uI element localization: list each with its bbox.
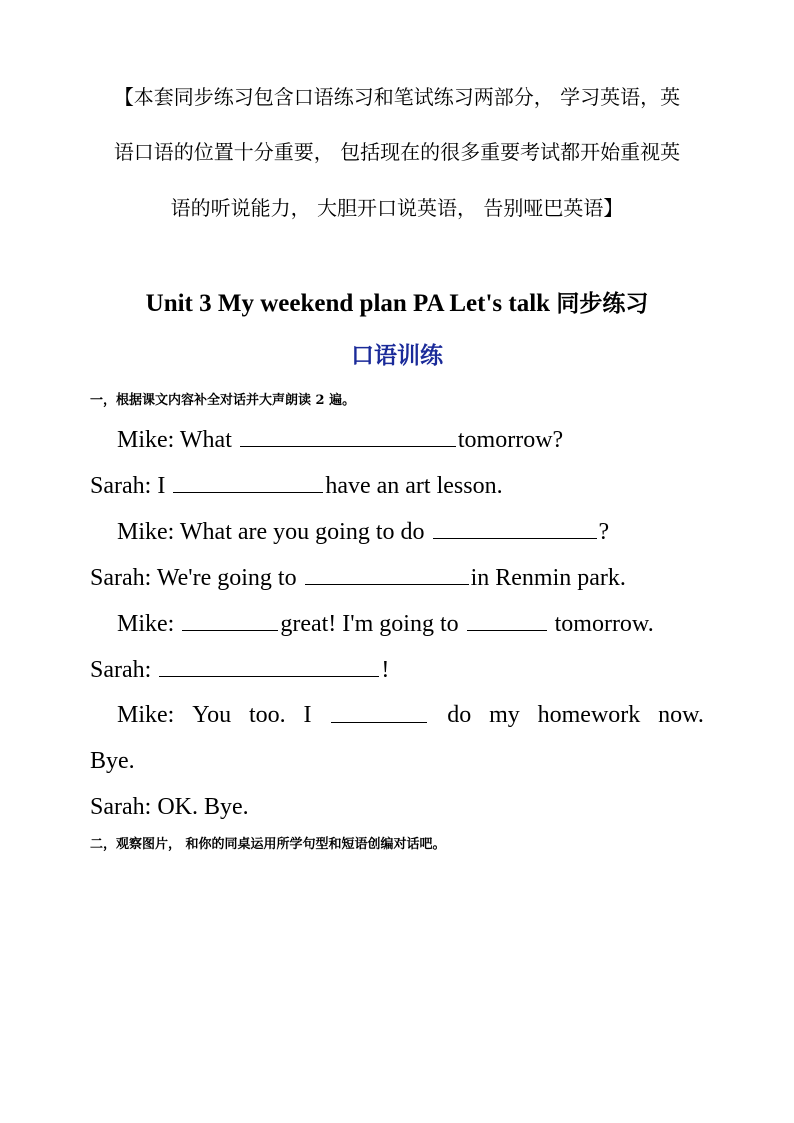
answer-blank[interactable]	[159, 654, 379, 677]
dialogue-text: !	[381, 657, 390, 683]
speaker: Sarah:	[90, 794, 152, 820]
answer-blank[interactable]	[240, 424, 456, 447]
dialogue-word: now.	[658, 702, 704, 728]
speaker: Mike:	[117, 519, 175, 545]
dialogue-text: ?	[598, 519, 610, 545]
dialogue-line-7	[90, 700, 704, 730]
dialogue-text: What are you going to do	[179, 519, 425, 545]
dialogue-text: tomorrow.	[554, 611, 654, 637]
dialogue-line-4	[90, 562, 704, 593]
dialogue-text: have an art lesson.	[325, 473, 503, 499]
dialogue-word: too.	[248, 702, 286, 728]
title-english: Unit 3 My weekend plan PA Let's talk	[145, 290, 551, 317]
speaker: Sarah:	[90, 565, 152, 591]
section1-instruction: 一，根据课文内容补全对话并大声朗读 2 遍。	[90, 393, 356, 408]
answer-blank[interactable]	[433, 516, 597, 539]
speaker: Mike:	[117, 702, 175, 728]
dialogue-line-9	[90, 792, 704, 822]
dialogue-text: I	[157, 473, 166, 499]
title-chinese: 同步练习	[556, 291, 649, 317]
dialogue-text: in Renmin park.	[470, 565, 626, 591]
dialogue-line-5	[90, 608, 704, 639]
dialogue-line-2	[90, 470, 704, 501]
dialogue-line-6	[90, 654, 704, 685]
dialogue-word: my	[489, 702, 520, 728]
dialogue-word: You	[192, 702, 232, 728]
intro-line-3: 语的听说能力， 大胆开口说英语， 告别哑巴英语】	[170, 196, 624, 220]
dialogue-word: do	[447, 702, 472, 728]
speaker: Mike:	[117, 427, 175, 453]
page-title	[0, 288, 794, 320]
answer-blank[interactable]	[467, 608, 547, 631]
dialogue-text: What	[179, 427, 232, 453]
dialogue-text: great! I'm going to	[280, 611, 459, 637]
dialogue-text: tomorrow?	[457, 427, 564, 453]
answer-blank[interactable]	[182, 608, 278, 631]
speaker: Sarah:	[90, 657, 152, 683]
dialogue-text: Bye.	[90, 748, 135, 774]
dialogue-line-1	[90, 424, 704, 455]
speaker: Mike:	[117, 611, 175, 637]
section-subtitle: 口语训练	[351, 343, 443, 369]
intro-line-1: 【本套同步练习包含口语练习和笔试练习两部分， 学习英语，英	[113, 85, 681, 109]
dialogue-word: homework	[537, 702, 641, 728]
intro-line-2: 语口语的位置十分重要， 包括现在的很多重要考试都开始重视英	[113, 140, 681, 164]
dialogue-line-3	[90, 516, 704, 547]
answer-blank[interactable]	[331, 700, 427, 723]
section2-instruction: 二，观察图片， 和你的同桌运用所学句型和短语创编对话吧。	[90, 837, 446, 852]
answer-blank[interactable]	[173, 470, 323, 493]
dialogue-text: OK. Bye.	[157, 794, 249, 820]
dialogue-text: We're going to	[156, 565, 297, 591]
dialogue-line-8	[90, 746, 704, 776]
speaker: Sarah:	[90, 473, 152, 499]
answer-blank[interactable]	[305, 562, 469, 585]
dialogue-word: I	[303, 702, 312, 728]
